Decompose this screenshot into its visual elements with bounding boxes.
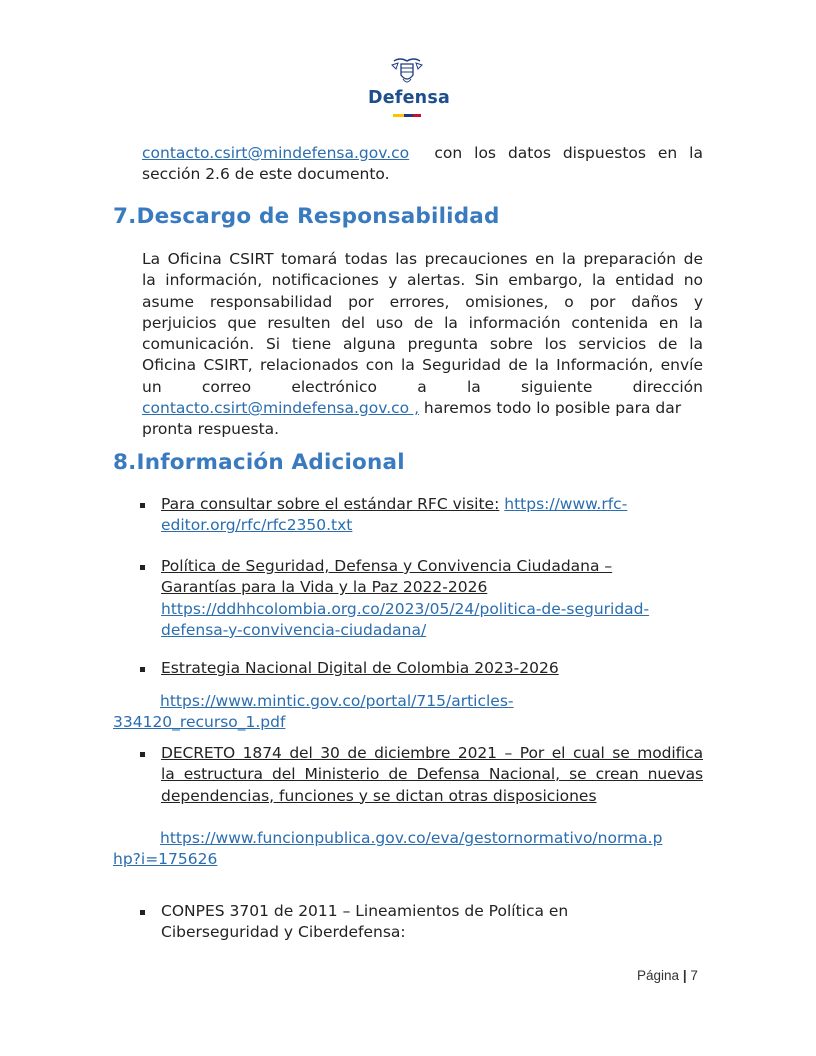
page-separator: | xyxy=(682,968,687,983)
page-footer xyxy=(637,968,698,983)
s7-last-line: pronta respuesta. xyxy=(142,420,280,439)
s7-line-6: Oficina CSIRT, relacionados con la Seguridad de la Información, envíe xyxy=(142,356,703,375)
politica-line2: Garantías para la Vida y la Paz 2022-2026 xyxy=(161,578,488,597)
decreto-line3: dependencias, funciones y se dictan otras disposiciones xyxy=(161,786,597,805)
bullet-2 xyxy=(140,565,145,570)
s7-line-3: asume responsabilidad por errores, omisiones, o por daños y xyxy=(142,292,703,311)
coat-of-arms-icon xyxy=(390,55,424,87)
conpes-line2: Ciberseguridad y Ciberdefensa: xyxy=(161,923,406,942)
s7-line-1: La Oficina CSIRT tomará todas las precauciones en la preparación de xyxy=(142,250,703,268)
decreto-link2[interactable]: hp?i=175626 xyxy=(113,850,218,868)
s7-email-link[interactable]: contacto.csirt@mindefensa.gov.co , xyxy=(142,399,419,418)
page-label: Página xyxy=(637,968,680,983)
section-7-heading: 7.Descargo de Responsabilidad xyxy=(113,204,500,229)
list-item-conpes xyxy=(161,901,568,944)
list-item-politica xyxy=(161,556,649,641)
estrategia-link1[interactable]: https://www.mintic.gov.co/portal/715/articles- xyxy=(160,692,514,710)
flag-stripe xyxy=(393,114,421,117)
decreto-link1[interactable]: https://www.funcionpublica.gov.co/eva/gestornormativo/norma.p xyxy=(160,829,663,847)
politica-link1[interactable]: https://ddhhcolombia.org.co/2023/05/24/politica-de-seguridad- xyxy=(161,599,650,618)
rfc-link-part2[interactable]: editor.org/rfc/rfc2350.txt xyxy=(161,516,353,535)
decreto-line1: DECRETO 1874 del 30 de diciembre 2021 – Por el cual se modifica xyxy=(161,744,703,762)
section-8-heading: 8.Información Adicional xyxy=(113,450,405,475)
intro-paragraph xyxy=(142,143,703,186)
estrategia-text: Estrategia Nacional Digital de Colombia 2023-2026 xyxy=(161,659,559,677)
estrategia-link2[interactable]: 334120_recurso_1.pdf xyxy=(113,713,286,731)
s7-line-4: perjuicios que resulten del uso de la información contenida en la xyxy=(142,313,703,332)
intro-line2: sección 2.6 de este documento. xyxy=(142,165,390,184)
section-7-paragraph xyxy=(142,249,703,441)
rfc-text: Para consultar sobre el estándar RFC visite: xyxy=(161,495,500,513)
bullet-4 xyxy=(140,752,145,757)
decreto-line2: la estructura del Ministerio de Defensa Nacional, se crean nuevas xyxy=(161,765,703,784)
bullet-5 xyxy=(140,910,145,915)
s7-line-7: un correo electrónico a la siguiente dirección xyxy=(142,377,703,396)
list-item-decreto xyxy=(161,743,703,807)
intro-line1-rest: con los datos dispuestos en la xyxy=(434,144,703,162)
s7-line-2: la información, notificaciones y alertas. Sin embargo, la entidad no xyxy=(142,271,703,290)
csirt-email-link[interactable]: contacto.csirt@mindefensa.gov.co xyxy=(142,144,410,162)
conpes-line1: CONPES 3701 de 2011 – Lineamientos de Política en xyxy=(161,902,569,920)
rfc-link-part1[interactable]: https://www.rfc- xyxy=(504,495,628,513)
list-item-rfc xyxy=(161,494,627,537)
politica-link2[interactable]: defensa-y-convivencia-ciudadana/ xyxy=(161,620,427,639)
page-number: 7 xyxy=(690,968,698,983)
bullet-3 xyxy=(140,667,145,672)
s7-line-5: comunicación. Si tiene alguna pregunta sobre los servicios de la xyxy=(142,335,703,354)
bullet-1 xyxy=(140,503,145,508)
brand-logo-text: Defensa xyxy=(368,88,450,108)
s7-after-email: haremos todo lo posible para dar xyxy=(419,399,682,418)
politica-line1: Política de Seguridad, Defensa y Convivencia Ciudadana – xyxy=(161,557,613,575)
